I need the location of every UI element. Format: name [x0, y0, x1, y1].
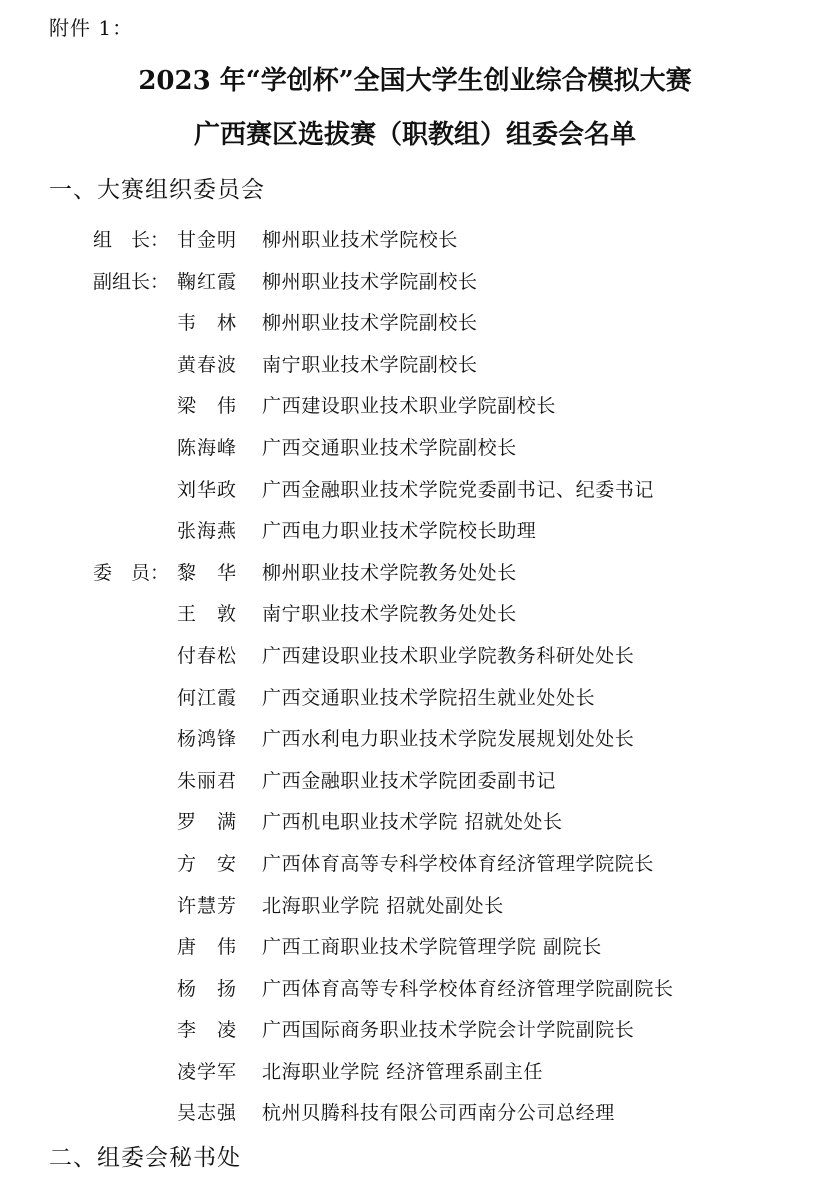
- member-position: 广西体育高等专科学校体育经济管理学院院长: [262, 852, 655, 875]
- member-row: [0, 1054, 830, 1096]
- member-row: [0, 888, 830, 930]
- member-name: 朱丽君: [177, 769, 238, 792]
- member-position: 广西建设职业技术职业学院教务科研处处长: [262, 644, 635, 667]
- member-row: [0, 721, 830, 763]
- member-name: 鞠红霞: [177, 270, 238, 293]
- member-name: 黄春波: [177, 353, 238, 376]
- member-name: 凌学军: [177, 1060, 238, 1083]
- member-row: [0, 763, 830, 805]
- member-name: 罗 满: [177, 811, 238, 834]
- member-name: 刘华政: [177, 478, 238, 501]
- member-row: [0, 305, 830, 347]
- member-row: [0, 472, 830, 514]
- member-row: [0, 596, 830, 638]
- member-position: 广西金融职业技术学院团委副书记: [262, 769, 557, 792]
- member-name: 吴志强: [177, 1102, 238, 1125]
- member-position: 广西体育高等专科学校体育经济管理学院副院长: [262, 977, 674, 1000]
- member-name: 许慧芳: [177, 894, 238, 917]
- member-row: [0, 846, 830, 888]
- member-row: [0, 1012, 830, 1054]
- member-position: 柳州职业技术学院教务处处长: [262, 561, 517, 584]
- member-row: [0, 804, 830, 846]
- member-position: 广西工商职业技术学院管理学院 副院长: [262, 936, 602, 959]
- section-heading-secretariat: 二、组委会秘书处: [49, 1145, 241, 1171]
- document-title-line-1: 2023 年“学创杯”全国大学生创业综合模拟大赛: [138, 66, 692, 96]
- member-position: 广西交通职业技术学院副校长: [262, 436, 517, 459]
- member-name: 张海燕: [177, 520, 238, 543]
- member-position: 广西金融职业技术学院党委副书记、纪委书记: [262, 478, 655, 501]
- member-row: [0, 222, 830, 264]
- member-row: [0, 638, 830, 680]
- member-name: 李 凌: [177, 1019, 238, 1042]
- member-position: 广西国际商务职业技术学院会计学院副院长: [262, 1019, 635, 1042]
- attachment-label: 附件 1：: [49, 16, 134, 40]
- document-title-line-2: 广西赛区选拔赛（职教组）组委会名单: [193, 120, 636, 150]
- member-name: 韦 林: [177, 312, 238, 335]
- member-role: 副组长：: [93, 270, 170, 293]
- member-role: 委 员：: [93, 561, 170, 584]
- member-position: 广西交通职业技术学院招生就业处处长: [262, 686, 596, 709]
- member-position: 北海职业学院 经济管理系副主任: [262, 1060, 544, 1083]
- member-role: 组 长：: [93, 229, 170, 251]
- member-position: 广西建设职业技术职业学院副校长: [262, 395, 557, 418]
- member-position: 广西机电职业技术学院 招就处处长: [262, 811, 563, 834]
- member-position: 南宁职业技术学院副校长: [262, 353, 478, 376]
- member-row: [0, 929, 830, 971]
- member-row: [0, 555, 830, 597]
- member-position: 柳州职业技术学院副校长: [262, 270, 478, 293]
- member-position: 柳州职业技术学院副校长: [262, 312, 478, 335]
- member-name: 王 敦: [177, 603, 238, 626]
- member-name: 唐 伟: [177, 936, 238, 959]
- member-position: 北海职业学院 招就处副处长: [262, 894, 504, 917]
- committee-member-list: [0, 222, 830, 1137]
- member-position: 南宁职业技术学院教务处处长: [262, 603, 517, 626]
- member-row: [0, 1095, 830, 1137]
- member-row: [0, 347, 830, 389]
- member-row: [0, 264, 830, 306]
- member-name: 黎 华: [177, 561, 238, 584]
- member-name: 陈海峰: [177, 436, 238, 459]
- member-name: 甘金明: [177, 229, 238, 251]
- member-position: 杭州贝腾科技有限公司西南分公司总经理: [262, 1102, 615, 1125]
- member-name: 杨 扬: [177, 977, 238, 1000]
- member-position: 柳州职业技术学院校长: [262, 229, 459, 251]
- member-position: 广西水利电力职业技术学院发展规划处处长: [262, 728, 635, 751]
- member-name: 何江霞: [177, 686, 238, 709]
- member-row: [0, 430, 830, 472]
- member-name: 杨鸿锋: [177, 728, 238, 751]
- section-heading-committee: 一、大赛组织委员会: [49, 177, 265, 203]
- member-position: 广西电力职业技术学院校长助理: [262, 520, 537, 543]
- member-row: [0, 513, 830, 555]
- member-row: [0, 388, 830, 430]
- member-name: 付春松: [177, 644, 238, 667]
- member-row: [0, 971, 830, 1013]
- member-row: [0, 680, 830, 722]
- member-name: 方 安: [177, 852, 238, 875]
- member-name: 梁 伟: [177, 395, 238, 418]
